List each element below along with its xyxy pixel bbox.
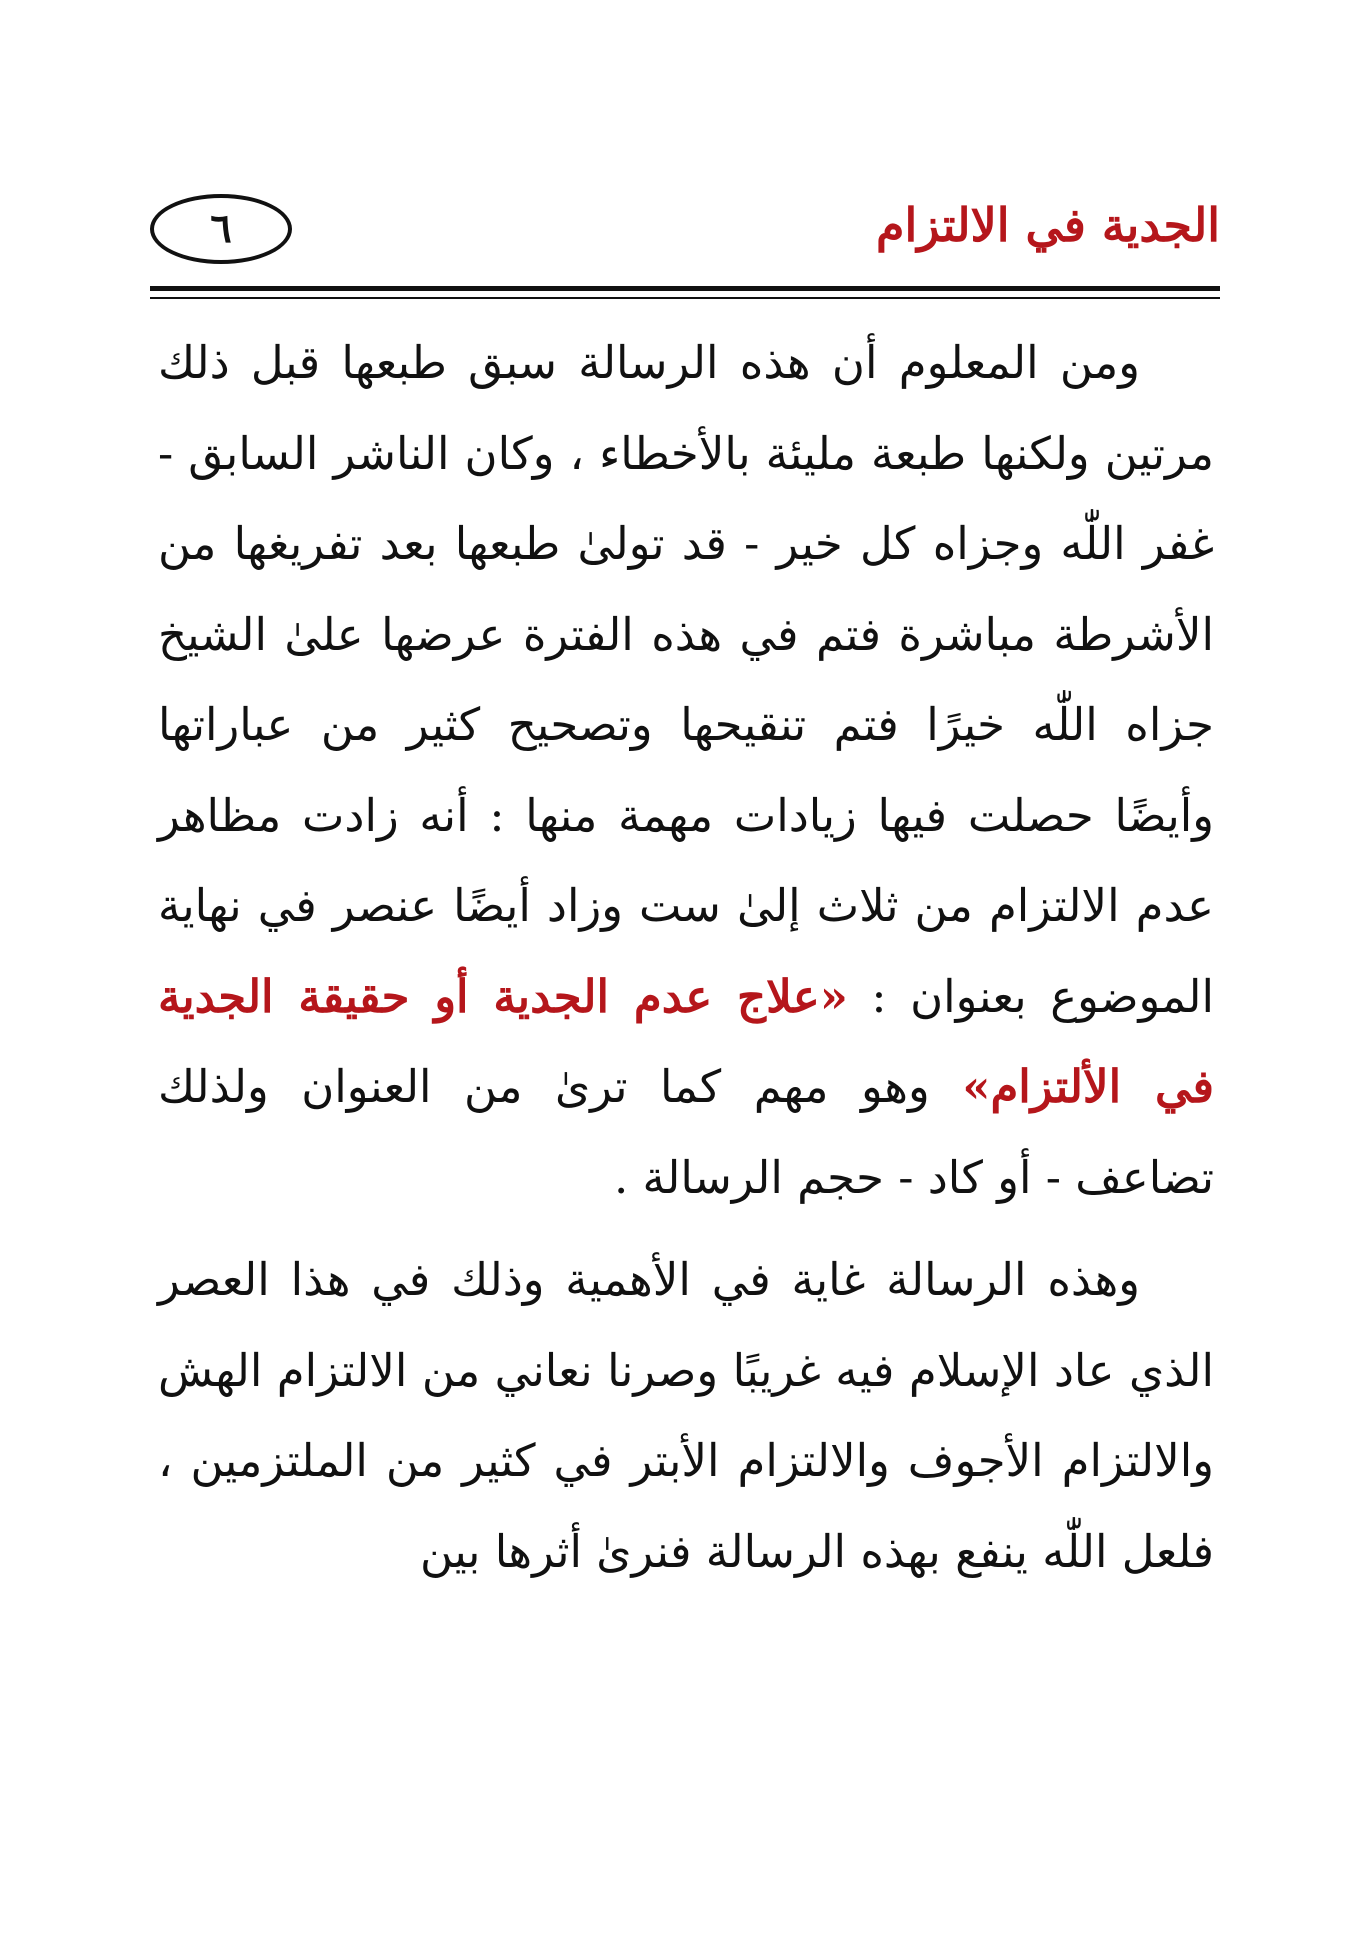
- header-rule-thin: [150, 297, 1220, 299]
- paragraph-1: [158, 318, 1214, 1223]
- page-number: ٦: [150, 194, 292, 264]
- page-body: [158, 318, 1214, 1597]
- paragraph-1-text-after: وهو مهم كما ترىٰ من العنوان ولذلك تضاعف - أو كاد - حجم الرسالة .: [158, 1060, 1214, 1204]
- paragraph-2: وهذه الرسالة غاية في الأهمية وذلك في هذا العصر الذي عاد الإسلام فيه غريبًا وصرنا نعاني من الالتزام الهش والالتزام الأجوف والالتزام الأبتر في كثير من الملتزمين ، فلعل اللّٰه ينفع بهذه الرسالة فنرىٰ أثرها بين: [158, 1253, 1214, 1578]
- page-header: [150, 180, 1220, 300]
- highlighted-title: «علاج عدم الجدية أو حقيقة الجدية في الألتزام»: [158, 969, 1214, 1113]
- running-title: الجدية في الالتزام: [875, 198, 1220, 252]
- header-rule-thick: [150, 286, 1220, 291]
- paragraph-1-text-before: ومن المعلوم أن هذه الرسالة سبق طبعها قبل ذلك مرتين ولكنها طبعة مليئة بالأخطاء ، وكان الناشر السابق - غفر اللّٰه وجزاه كل خير - قد تولىٰ طبعها بعد تفريغها من الأشرطة مباشرة فتم في هذه الفترة عرضها علىٰ الشيخ جزاه اللّٰه خيرًا فتم تنقيحها وتصحيح كثير من عباراتها وأيضًا حصلت فيها زيادات مهمة منها : أنه زادت مظاهر عدم الالتزام من ثلاث إلىٰ ست وزاد أيضًا عنصر في نهاية الموضوع بعنوان :: [158, 336, 1215, 1023]
